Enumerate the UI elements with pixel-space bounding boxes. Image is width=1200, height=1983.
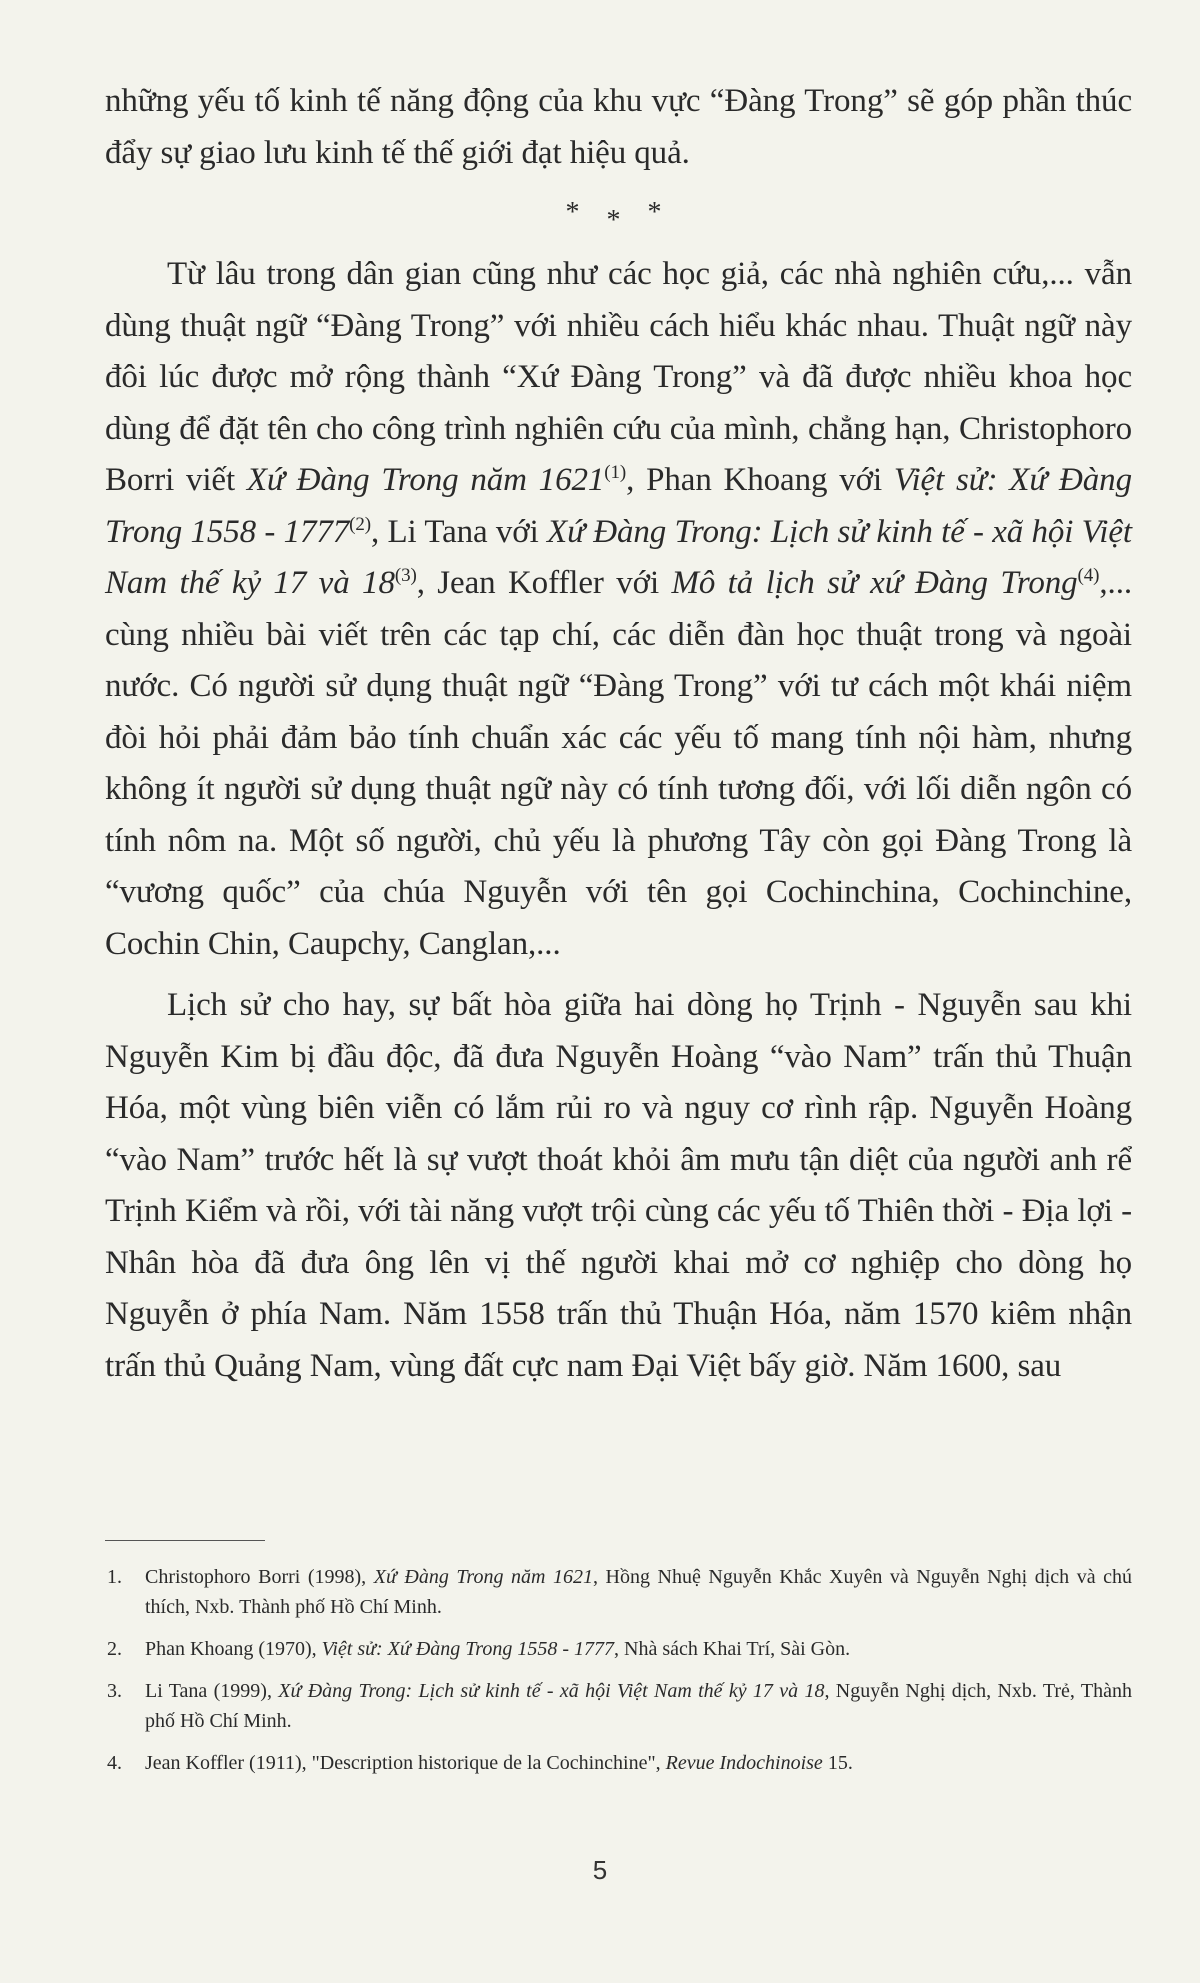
- footnote-ref: (3): [394, 565, 417, 586]
- footnote-number: 2.: [107, 1638, 122, 1660]
- text-run: , Li Tana với: [371, 513, 548, 550]
- footnote-text: Jean Koffler (1911), "Description historique de la Cochinchine",: [145, 1752, 666, 1774]
- book-title: Xứ Đàng Trong năm 1621: [246, 462, 605, 498]
- footnote-text: Christophoro Borri (1998),: [145, 1566, 374, 1588]
- footnote-title: Revue Indochinoise: [665, 1752, 823, 1774]
- footnote-item: [105, 1562, 1132, 1622]
- footnote-number: 1.: [107, 1566, 122, 1588]
- book-title: Mô tả lịch sử xứ Đàng Trong: [671, 565, 1078, 601]
- footnote-text: 15.: [822, 1752, 853, 1774]
- footnote-item: [105, 1748, 1132, 1778]
- book-title: Xứ Đàng Trong: Lịch sử kinh tế - xã hội Việt Nam thế kỷ 17 và 18: [105, 513, 1132, 601]
- footnote-text: , Nhà sách Khai Trí, Sài Gòn.: [614, 1638, 851, 1660]
- footnote-number: 4.: [107, 1752, 122, 1774]
- book-title: Việt sử: Xứ Đàng Trong 1558 - 1777: [105, 462, 1132, 550]
- footnote-ref: (2): [349, 513, 372, 535]
- footnote-title: Xứ Đàng Trong: Lịch sử kinh tế - xã hội Việt Nam thế kỷ 17 và 18: [278, 1680, 825, 1702]
- text-run: , Jean Koffler với: [416, 565, 672, 601]
- footnote-text: , Hồng Nhuệ Nguyễn Khắc Xuyên và Nguyễn Nghị dịch và chú thích, Nxb. Thành phố Hồ Chí Minh.: [145, 1566, 1132, 1618]
- footnote-text: , Nguyễn Nghị dịch, Nxb. Trẻ, Thành phố Hồ Chí Minh.: [145, 1680, 1132, 1732]
- footnote-divider: [105, 1540, 265, 1541]
- separator-asterisk: *: [606, 205, 631, 236]
- footnote-number: 3.: [107, 1680, 122, 1702]
- paragraph-nguyen-hoang-history: Lịch sử cho hay, sự bất hòa giữa hai dòng họ Trịnh - Nguyễn sau khi Nguyễn Kim bị đầu độc, đã đưa Nguyễn Hoàng “vào Nam” trấn thủ Thuận Hóa, một vùng biên viễn có lắm rủi ro và nguy cơ rình rập. Nguyễn Hoàng “vào Nam” trước hết là sự vượt thoát khỏi âm mưu tận diệt của người anh rể Trịnh Kiểm và rồi, với tài năng vượt trội cùng các yếu tố Thiên thời - Địa lợi - Nhân hòa đã đưa ông lên vị thế người khai mở cơ nghiệp cho dòng họ Nguyễn ở phía Nam. Năm 1558 trấn thủ Thuận Hóa, năm 1570 kiêm nhận trấn thủ Quảng Nam, vùng đất cực nam Đại Việt bấy giờ. Năm 1600, sau: [105, 987, 1132, 1384]
- section-separator: [105, 197, 1132, 236]
- footnote-ref: (4): [1077, 565, 1100, 586]
- footnote-text: Phan Khoang (1970),: [145, 1638, 322, 1660]
- footnote-ref: (1): [604, 462, 627, 483]
- separator-asterisk: *: [565, 197, 590, 228]
- text-run: , Phan Khoang với: [626, 462, 894, 498]
- text-run: ,... cùng nhiều bài viết trên các tạp chí, các diễn đàn học thuật trong và ngoài nước. Có người sử dụng thuật ngữ “Đàng Trong” với tư cách một khái niệm đòi hỏi phải đảm bảo tính chuẩn xác các yếu tố mang tính nội hàm, nhưng không ít người sử dụng thuật ngữ này có tính tương đối, với lối diễn ngôn có tính nôm na. Một số người, chủ yếu là phương Tây còn gọi Đàng Trong là “vương quốc” của chúa Nguyễn với tên gọi Cochinchina, Cochinchine, Cochin Chin, Caupchy, Canglan,...: [105, 565, 1133, 962]
- footnote-text: Li Tana (1999),: [145, 1680, 279, 1702]
- footnotes: [105, 1562, 1132, 1790]
- footnote-title: Việt sử: Xứ Đàng Trong 1558 - 1777: [321, 1638, 615, 1660]
- paragraph-continuation: những yếu tố kinh tế năng động của khu vực “Đàng Trong” sẽ góp phần thúc đẩy sự giao lưu kinh tế thế giới đạt hiệu quả.: [105, 83, 1132, 171]
- footnote-title: Xứ Đàng Trong năm 1621: [373, 1566, 593, 1588]
- paragraph-dang-trong-terminology: [105, 249, 1132, 970]
- separator-asterisk: *: [647, 197, 672, 228]
- main-text: [105, 76, 1132, 1392]
- footnote-item: [105, 1676, 1132, 1736]
- page-number: 5: [592, 1855, 608, 1885]
- footnote-item: [105, 1634, 1132, 1664]
- text-run: Từ lâu trong dân gian cũng như các học giả, các nhà nghiên cứu,... vẫn dùng thuật ngữ “Đàng Trong” với nhiều cách hiểu khác nhau. Thuật ngữ này đôi lúc được mở rộng thành “Xứ Đàng Trong” và đã được nhiều khoa học dùng để đặt tên cho công trình nghiên cứu của mình, chẳng hạn, Christophoro Borri viết: [105, 256, 1132, 498]
